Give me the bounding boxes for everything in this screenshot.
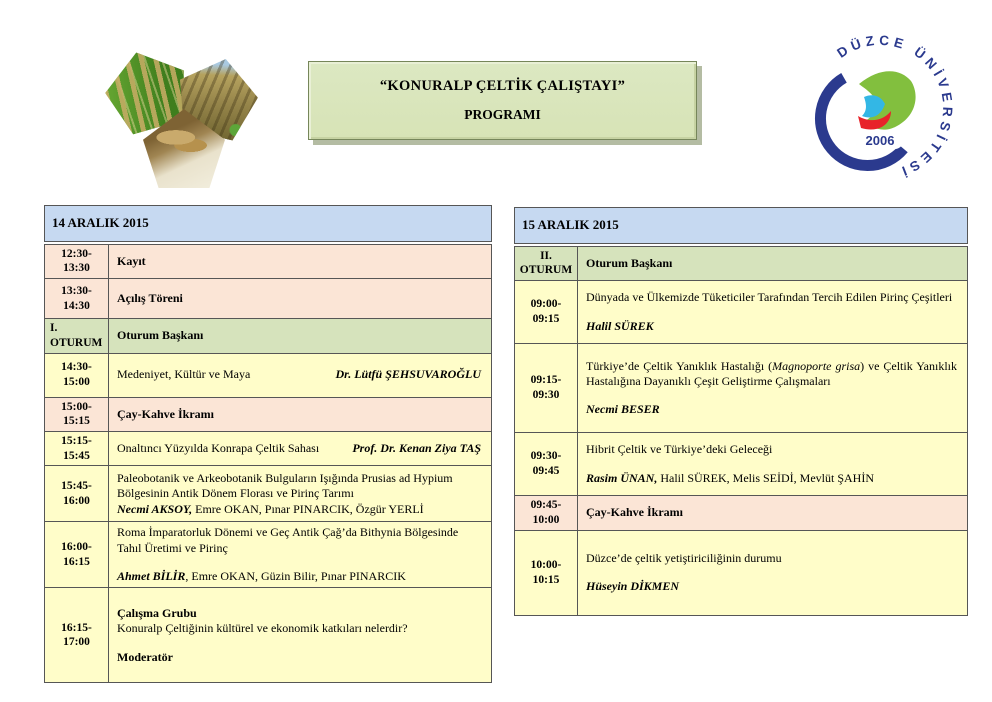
time-cell: 12:30-13:30 [45, 245, 109, 278]
content-cell [109, 319, 491, 352]
table-header-date: 14 ARALIK 2015 [44, 205, 492, 242]
content-cell [109, 398, 491, 431]
blank-line [586, 389, 957, 402]
blank-line [586, 306, 957, 319]
program-subtitle: PROGRAMI [464, 107, 541, 122]
content-line [117, 367, 481, 382]
time-cell: 14:30-15:00 [45, 354, 109, 397]
table-row [44, 431, 492, 466]
table-body [514, 246, 968, 616]
blank-line [586, 566, 957, 579]
title-box [308, 61, 697, 140]
time-cell: II. OTURUM [515, 247, 578, 280]
content-line [586, 471, 957, 486]
content-line [117, 471, 481, 502]
content-line [117, 621, 481, 636]
text-segment: Roma İmparatorluk Dönemi ve Geç Antik Çağ’da Bithynia Bölgesinde Tahıl Üretimi ve Pirinç [117, 525, 459, 555]
text-segment: Dr. Lütfü ŞEHSUVAROĞLU [335, 367, 481, 382]
text-segment: Oturum Başkanı [586, 255, 673, 270]
text-segment: Açılış Töreni [117, 290, 183, 305]
time-cell: 09:30-09:45 [515, 433, 578, 495]
time-cell: 09:15-09:30 [515, 344, 578, 432]
university-logo-svg [793, 26, 968, 178]
table-row [44, 353, 492, 398]
duzce-university-logo [793, 26, 968, 178]
time-cell: 09:45-10:00 [515, 496, 578, 529]
logo-year: 2006 [865, 133, 895, 148]
table-row [514, 495, 968, 530]
time-cell: 16:00-16:15 [45, 522, 109, 587]
text-segment: Hüseyin DİKMEN [586, 579, 680, 593]
text-segment: Medeniyet, Kültür ve Maya [117, 367, 251, 382]
time-cell: 15:15-15:45 [45, 432, 109, 465]
text-segment: Ahmet BİLİR [117, 569, 186, 584]
table-row [514, 432, 968, 496]
text-segment: Çalışma Grubu [117, 605, 197, 620]
content-line [117, 407, 481, 422]
content-line [117, 650, 481, 665]
table-body [44, 244, 492, 684]
time-cell: 16:15-17:00 [45, 588, 109, 682]
content-line [117, 569, 481, 584]
content-line [586, 319, 957, 334]
content-cell [578, 531, 967, 615]
content-cell [109, 522, 491, 587]
table-row [514, 280, 968, 344]
content-line [117, 441, 481, 456]
text-segment: Halil SÜREK, Melis SEİDİ, Mevlüt ŞAHİN [657, 470, 875, 485]
text-segment: Kayıt [117, 253, 146, 268]
text-segment: Onaltıncı Yüzyılda Konrapa Çeltik Sahası [117, 440, 320, 455]
content-line [117, 606, 481, 621]
content-cell [109, 432, 491, 465]
content-line [586, 505, 957, 520]
text-segment: Dünyada ve Ülkemizde Tüketiciler Tarafından Tercih Edilen Pirinç Çeşitleri [586, 290, 953, 305]
text-segment: Emre OKAN, Pınar PINARCIK, Özgür YERLİ [192, 501, 424, 516]
content-line [586, 402, 957, 417]
text-segment: Düzce’de çeltik yetiştiriciliğinin durumu [586, 550, 782, 565]
table-row [44, 244, 492, 279]
text-segment: Türkiye’de Çeltik Yanıklık Hastalığı ( [586, 358, 773, 373]
text-segment: Necmi BESER [586, 402, 660, 417]
table-row [514, 246, 968, 281]
text-segment: Necmi AKSOY, [117, 501, 193, 516]
text-segment: Rasim ÜNAN, [586, 470, 658, 485]
content-line [586, 442, 957, 457]
content-cell [578, 281, 967, 343]
schedule-table-day2 [514, 207, 968, 616]
content-cell [109, 245, 491, 278]
text-segment: Moderatör [117, 649, 173, 664]
table-row [44, 587, 492, 683]
time-cell: 10:00-10:15 [515, 531, 578, 615]
content-cell [109, 466, 491, 521]
content-line [586, 579, 957, 594]
time-cell: 09:00-09:15 [515, 281, 578, 343]
blank-line [117, 556, 481, 569]
logo-university-name: DÜZCE ÜNİVERSİTESİ [834, 32, 956, 178]
schedule-table-day1 [44, 205, 492, 683]
text-segment: Çay-Kahve İkramı [586, 505, 683, 520]
time-cell: I. OTURUM [45, 319, 109, 352]
time-cell: 15:00-15:15 [45, 398, 109, 431]
table-row [44, 465, 492, 522]
table-row [514, 530, 968, 616]
content-line [586, 256, 957, 271]
content-line [117, 525, 481, 556]
text-segment: Çay-Kahve İkramı [117, 406, 214, 421]
content-cell [578, 247, 967, 280]
content-line [586, 290, 957, 305]
text-segment: Paleobotanik ve Arkeobotanik Bulguların Işığında Prusias ad Hypium Bölgesinin Antik Dönem Florası ve Pirinç Tarımı [117, 470, 453, 501]
workshop-title: “KONURALP ÇELTİK ÇALIŞTAYI” [379, 78, 626, 94]
text-segment: Konuralp Çeltiğinin kültürel ve ekonomik katkıları nelerdir? [117, 621, 408, 636]
blank-line [117, 637, 481, 650]
text-segment: Halil SÜREK [586, 318, 654, 333]
content-cell [578, 433, 967, 495]
content-line [117, 291, 481, 306]
content-line [117, 328, 481, 343]
table-header-date: 15 ARALIK 2015 [514, 207, 968, 244]
table-row [44, 397, 492, 432]
table-row [514, 343, 968, 433]
text-segment: Prof. Dr. Kenan Ziya TAŞ [352, 440, 481, 455]
text-segment: , Emre OKAN, Güzin Bilir, Pınar PINARCIK [185, 569, 406, 584]
content-cell [578, 344, 967, 432]
time-cell: 15:45-16:00 [45, 466, 109, 521]
content-line [586, 359, 957, 390]
rice-photos-emblem [50, 22, 215, 172]
content-cell [109, 588, 491, 682]
table-row [44, 278, 492, 319]
text-segment: ) ve Çeltik Yanıklık Hastalığına Dayanıklı Çeşit Geliştirme Çalışmaları [586, 358, 958, 388]
content-line [117, 502, 481, 517]
content-cell [578, 496, 967, 529]
text-segment: Magnoporte grisa [772, 358, 861, 373]
content-line [117, 254, 481, 269]
table-row [44, 521, 492, 588]
time-cell: 13:30-14:30 [45, 279, 109, 318]
table-row [44, 318, 492, 353]
content-line [586, 551, 957, 566]
text-segment: Hibrit Çeltik ve Türkiye’deki Geleceği [586, 442, 773, 457]
content-cell [109, 354, 491, 397]
text-segment: Oturum Başkanı [117, 328, 204, 343]
blank-line [586, 458, 957, 471]
content-cell [109, 279, 491, 318]
